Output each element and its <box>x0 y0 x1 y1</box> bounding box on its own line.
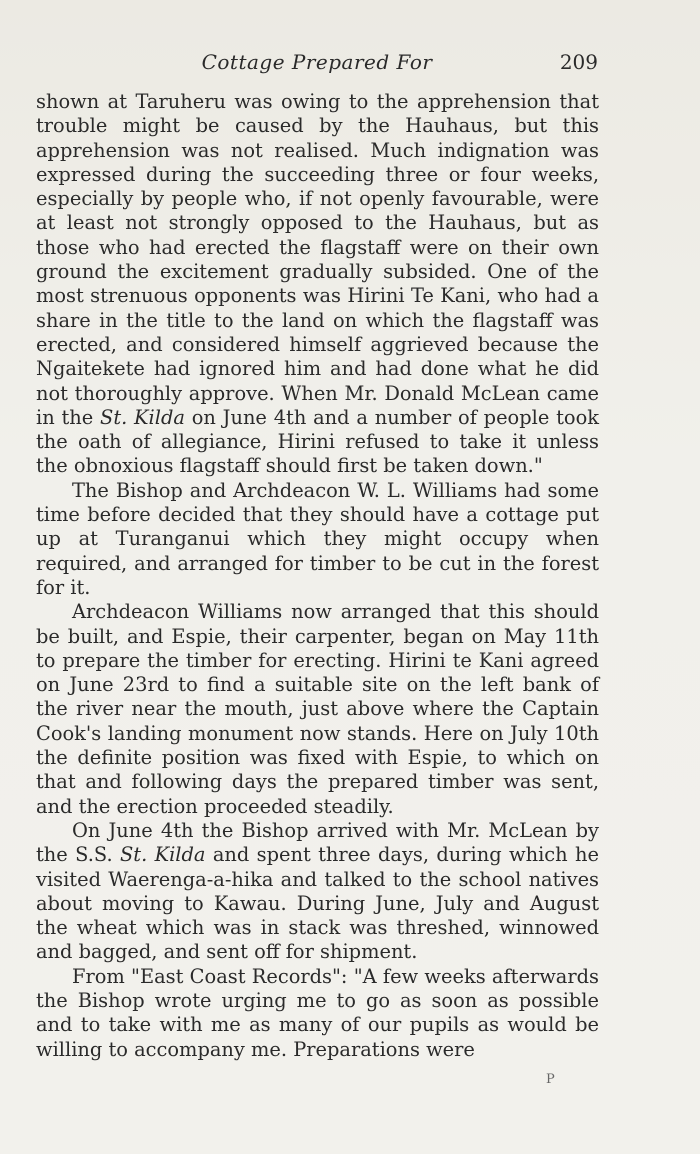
running-title: Cottage Prepared For <box>201 50 433 74</box>
paragraph <box>36 600 599 819</box>
text-run: Archdeacon Williams now arranged that this should be built, and Espie, their carpenter, began on May 11th to prepare the timber for erecting. Hirini te Kani agreed on June 23rd to find a suitable site on the left bank of the river near the mouth, just above where the Captain Cook's landing monument now stands. Here on July 10th the definite position was fixed with Espie, to which on that and following days the prepared timber was sent, and the erection proceeded steadily. <box>36 600 599 818</box>
page-header <box>36 46 598 78</box>
text-run: On June 4th the Bishop arrived with Mr. McLean by the S.S. <box>36 818 599 867</box>
text-run: From "East Coast Records": "A few weeks afterwards the Bishop wrote urging me to go as soon as possible and to take with me as many of our pupils as would be willing to accompany me. Preparations were <box>36 964 599 1061</box>
text-run: The Bishop and Archdeacon W. L. Williams had some time before decided that they should have a cottage put up at Turanganui which they might occupy when required, and arranged for timber to be cut in the forest for it. <box>36 478 599 599</box>
paragraph <box>36 819 599 965</box>
body-text <box>36 90 599 1062</box>
ship-name: St. Kilda <box>100 405 185 429</box>
text-run: shown at Taruheru was owing to the apprehension that trouble might be caused by the Hauhaus, but this apprehension was not realised. Much indignation was expressed during the succeeding three or four weeks, especially by people who, if not openly favourable, were at least not strongly opposed to the Hauhaus, but as those who had erected the flagstaff were on their own ground the excitement gradually subsided. One of the most strenuous opponents was Hirini Te Kani, who had a share in the title to the land on which the flagstaff was erected, and considered himself aggrieved because the Ngaitekete had ignored him and had done what he did not thoroughly approve. When Mr. Donald McLean came in the <box>36 90 599 429</box>
text-run: and spent three days, during which he visited Waerenga-a-hika and talked to the school natives about moving to Kawau. During June, July and August the wheat which was in stack was threshed, winnowed and bagged, and sent off for shipment. <box>36 843 599 964</box>
paragraph <box>36 90 599 479</box>
paragraph <box>36 479 599 600</box>
text-run: on June 4th and a number of people took the oath of allegiance, Hirini refused to take it unless the obnoxious flagstaff should first be taken down." <box>36 405 599 478</box>
signature-mark: P <box>546 1072 555 1087</box>
page-number: 209 <box>559 50 598 74</box>
paragraph <box>36 965 599 1062</box>
ship-name: St. Kilda <box>120 843 206 867</box>
